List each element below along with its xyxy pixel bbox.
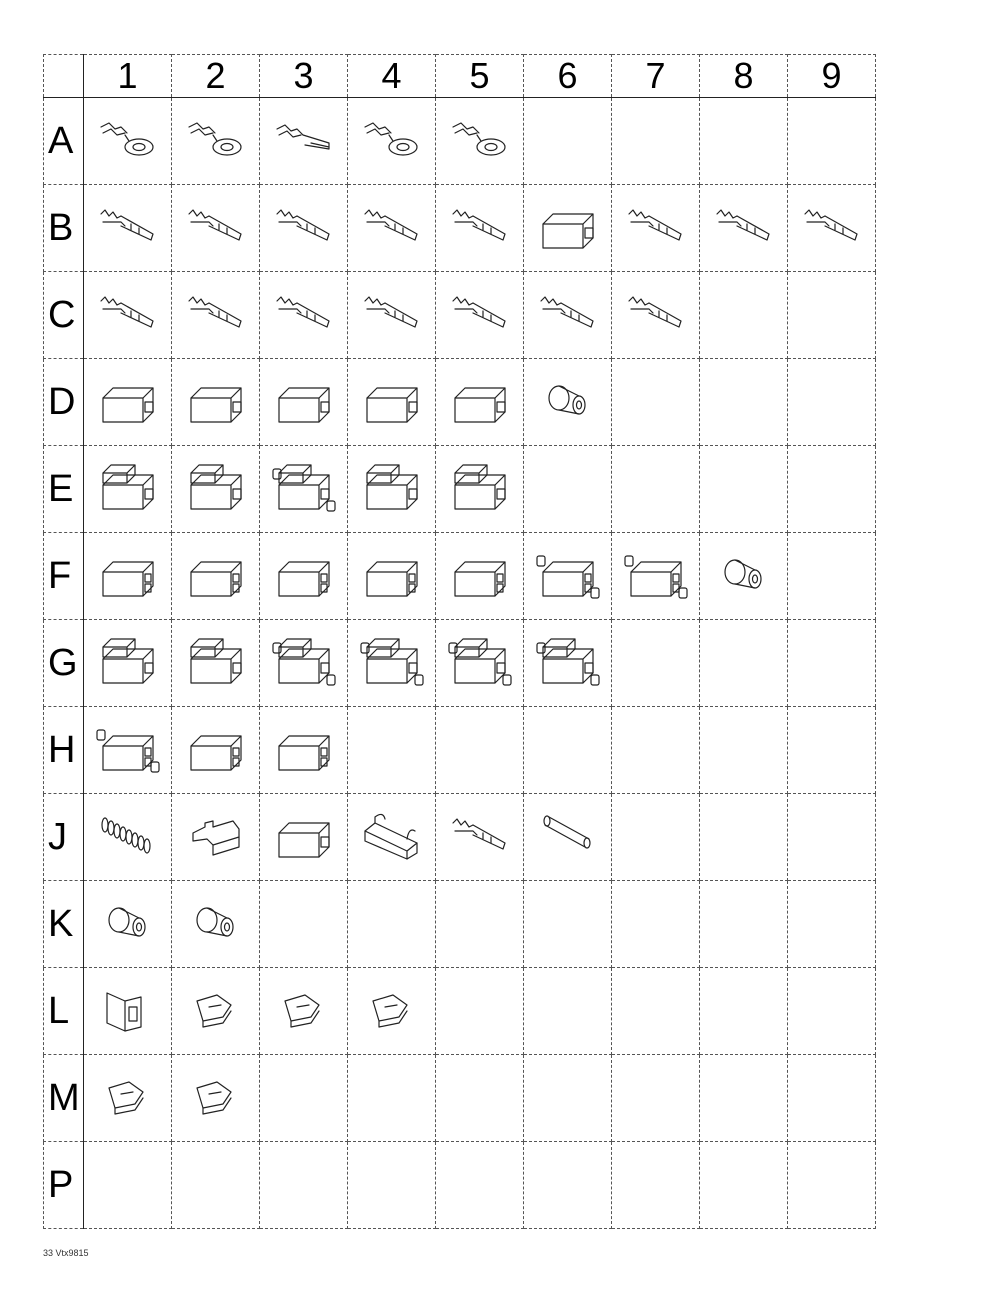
grid-cell-f1 [84,533,172,620]
connector-2pin-stacked-icon [183,461,249,517]
column-header-1: 1 [84,55,172,98]
fuse-holder-icon [183,809,249,865]
row-header-e: E [44,446,84,533]
column-header-7: 7 [612,55,700,98]
grid-cell-j5 [436,794,524,881]
grid-cell-h6 [524,707,612,794]
grid-cell-j8 [700,794,788,881]
connector-4pin-weatherpack-icon [535,635,601,691]
connector-1pin-housing-icon [359,374,425,430]
row-header-j: J [44,794,84,881]
grid-cell-c2 [172,272,260,359]
connector-1pin-housing-icon [95,374,161,430]
grid-cell-p6 [524,1142,612,1229]
grid-cell-f9 [788,533,876,620]
grid-row-k [44,881,876,968]
fork-terminal-icon [271,113,337,169]
grid-cell-c8 [700,272,788,359]
grid-cell-e2 [172,446,260,533]
connector-3pin-sealed-icon [535,548,601,604]
grid-cell-h9 [788,707,876,794]
grid-cell-h7 [612,707,700,794]
row-header-b: B [44,185,84,272]
bullet-female-terminal-icon [447,200,513,256]
grid-cell-f8 [700,533,788,620]
grid-cell-h8 [700,707,788,794]
grid-cell-k4 [348,881,436,968]
grid-cell-b8 [700,185,788,272]
grid-cell-p9 [788,1142,876,1229]
male-spade-terminal-icon [95,287,161,343]
connector-2pin-stacked-icon [95,461,161,517]
grid-cell-d6 [524,359,612,446]
grid-cell-c6 [524,272,612,359]
connector-1pin-housing-icon [447,374,513,430]
grid-cell-p3 [260,1142,348,1229]
female-spade-terminal-icon [95,200,161,256]
grid-cell-c5 [436,272,524,359]
grid-cell-m1 [84,1055,172,1142]
male-spade-terminal-icon [183,287,249,343]
grid-row-p [44,1142,876,1229]
grid-cell-d2 [172,359,260,446]
grid-cell-f5 [436,533,524,620]
grid-cell-d7 [612,359,700,446]
grid-cell-b4 [348,185,436,272]
grid-row-l [44,968,876,1055]
grid-cell-l4 [348,968,436,1055]
grid-cell-a3 [260,98,348,185]
male-spade-terminal-icon [271,287,337,343]
grid-row-a [44,98,876,185]
grid-cell-p5 [436,1142,524,1229]
ring-terminal-icon [359,113,425,169]
grid-cell-p8 [700,1142,788,1229]
reference-code: 33 Vtx9815 [43,1248,89,1258]
grid-cell-h1 [84,707,172,794]
grid-cell-m4 [348,1055,436,1142]
row-header-k: K [44,881,84,968]
grid-cell-e5 [436,446,524,533]
female-spade-terminal-icon [183,200,249,256]
grid-cell-j3 [260,794,348,881]
grid-cell-g4 [348,620,436,707]
grid-cell-b3 [260,185,348,272]
grid-cell-k9 [788,881,876,968]
grid-row-j [44,794,876,881]
connector-2pin-sealed-icon [271,461,337,517]
grid-cell-e7 [612,446,700,533]
grid-cell-g6 [524,620,612,707]
grid-cell-j6 [524,794,612,881]
column-header-6: 6 [524,55,612,98]
parts-grid [43,54,876,1229]
female-box-terminal-icon [711,200,777,256]
connector-2pin-small-icon [447,461,513,517]
grid-cell-a7 [612,98,700,185]
grid-cell-f2 [172,533,260,620]
connector-6pin-housing-icon [271,722,337,778]
wire-clip-icon [183,1070,249,1126]
grid-cell-b7 [612,185,700,272]
grid-cell-f6 [524,533,612,620]
pin-terminal-icon [623,200,689,256]
grid-cell-f3 [260,533,348,620]
grid-cell-e6 [524,446,612,533]
connector-1pin-housing-icon [183,374,249,430]
connector-3pin-housing-icon [95,548,161,604]
grid-cell-b9 [788,185,876,272]
grid-cell-h4 [348,707,436,794]
connector-3pin-housing-icon [183,548,249,604]
bullet-male-terminal-icon [447,287,513,343]
row-header-d: D [44,359,84,446]
grid-cell-f7 [612,533,700,620]
grid-cell-m2 [172,1055,260,1142]
grid-row-h [44,707,876,794]
grid-cell-a6 [524,98,612,185]
connector-wired-housing-icon [359,809,425,865]
grid-cell-g9 [788,620,876,707]
grid-cell-d8 [700,359,788,446]
bullet-connector-icon [447,809,513,865]
male-pin-terminal-icon [359,287,425,343]
grid-cell-j7 [612,794,700,881]
row-header-p: P [44,1142,84,1229]
grid-row-g [44,620,876,707]
wedge-lock-icon [271,983,337,1039]
grid-cell-a8 [700,98,788,185]
grid-cell-g8 [700,620,788,707]
grid-cell-b2 [172,185,260,272]
corrugated-sleeve-icon [95,809,161,865]
grid-cell-b6 [524,185,612,272]
grid-cell-c3 [260,272,348,359]
grid-cell-a4 [348,98,436,185]
connector-3pin-weatherpack-icon [623,548,689,604]
grid-cell-b1 [84,185,172,272]
grid-cell-d4 [348,359,436,446]
grid-cell-l7 [612,968,700,1055]
grid-row-e [44,446,876,533]
round-terminal-plug-icon [183,896,249,952]
grid-cell-j2 [172,794,260,881]
grid-cell-c4 [348,272,436,359]
column-header-8: 8 [700,55,788,98]
grid-cell-g1 [84,620,172,707]
grid-cell-e9 [788,446,876,533]
insulated-right-angle-terminal-icon [535,200,601,256]
grid-row-f [44,533,876,620]
grid-cell-d3 [260,359,348,446]
corner-cell [44,55,84,98]
grid-cell-g5 [436,620,524,707]
grid-cell-p2 [172,1142,260,1229]
grid-row-c [44,272,876,359]
grid-cell-h3 [260,707,348,794]
male-pin-terminal-icon [535,287,601,343]
connector-multi-housing-icon [183,722,249,778]
grid-cell-j9 [788,794,876,881]
grid-row-b [44,185,876,272]
grid-cell-h5 [436,707,524,794]
grid-cell-m9 [788,1055,876,1142]
column-header-4: 4 [348,55,436,98]
grid-cell-g2 [172,620,260,707]
grid-cell-m5 [436,1055,524,1142]
pin-terminal-icon [799,200,865,256]
grid-cell-k3 [260,881,348,968]
grid-cell-m3 [260,1055,348,1142]
grid-cell-a9 [788,98,876,185]
grid-cell-b5 [436,185,524,272]
male-pin-terminal-icon [623,287,689,343]
ring-terminal-small-icon [183,113,249,169]
connector-3pin-housing-icon [271,548,337,604]
grid-cell-l1 [84,968,172,1055]
row-header-l: L [44,968,84,1055]
connector-3pin-housing-icon [447,548,513,604]
connector-multi-seal-icon [95,722,161,778]
column-header-5: 5 [436,55,524,98]
grid-cell-k8 [700,881,788,968]
connector-round-sealed-icon [535,374,601,430]
grid-cell-d1 [84,359,172,446]
grid-cell-l8 [700,968,788,1055]
grid-cell-p1 [84,1142,172,1229]
grid-cell-m6 [524,1055,612,1142]
grid-row-m [44,1055,876,1142]
connector-4pin-sealed-icon [447,635,513,691]
grid-cell-l9 [788,968,876,1055]
grid-cell-p4 [348,1142,436,1229]
connector-flat-housing-icon [271,809,337,865]
connector-4pin-housing-icon [95,635,161,691]
female-box-terminal-icon [271,200,337,256]
wedge-lock-icon [359,983,425,1039]
row-header-a: A [44,98,84,185]
grid-cell-j4 [348,794,436,881]
row-header-m: M [44,1055,84,1142]
grid-cell-l3 [260,968,348,1055]
lock-clip-icon [183,983,249,1039]
grid-cell-e1 [84,446,172,533]
rubber-grommet-icon [95,896,161,952]
grid-cell-l5 [436,968,524,1055]
row-header-f: F [44,533,84,620]
grid-cell-j1 [84,794,172,881]
grid-cell-m7 [612,1055,700,1142]
grid-cell-d9 [788,359,876,446]
female-box-terminal-icon [359,200,425,256]
tube-sleeve-icon [535,809,601,865]
row-header-c: C [44,272,84,359]
grid-cell-a2 [172,98,260,185]
grid-cell-k5 [436,881,524,968]
grid-cell-k2 [172,881,260,968]
grid-cell-a5 [436,98,524,185]
grid-cell-g7 [612,620,700,707]
grid-cell-l2 [172,968,260,1055]
connector-4pin-seal-icon [359,635,425,691]
grid-cell-p7 [612,1142,700,1229]
grid-cell-k1 [84,881,172,968]
grid-cell-d5 [436,359,524,446]
column-header-9: 9 [788,55,876,98]
grid-cell-c1 [84,272,172,359]
column-header-3: 3 [260,55,348,98]
ring-terminal-insulated-icon [447,113,513,169]
connector-3pin-housing-icon [359,548,425,604]
connector-4pin-housing-icon [183,635,249,691]
connector-1pin-housing-icon [271,374,337,430]
grid-cell-g3 [260,620,348,707]
grid-cell-k7 [612,881,700,968]
wire-clip-icon [95,1070,161,1126]
grid-cell-h2 [172,707,260,794]
row-header-g: G [44,620,84,707]
connector-2pin-small-icon [359,461,425,517]
row-header-h: H [44,707,84,794]
grid-cell-f4 [348,533,436,620]
ring-terminal-small-icon [95,113,161,169]
terminal-block-icon [95,983,161,1039]
grid-cell-l6 [524,968,612,1055]
grid-cell-c7 [612,272,700,359]
grid-cell-a1 [84,98,172,185]
grid-cell-e8 [700,446,788,533]
grid-row-d [44,359,876,446]
connector-4pin-seal-icon [271,635,337,691]
grid-cell-c9 [788,272,876,359]
grid-cell-m8 [700,1055,788,1142]
column-header-row [44,55,876,98]
grid-cell-e3 [260,446,348,533]
connector-round-cap-icon [711,548,777,604]
grid-cell-k6 [524,881,612,968]
column-header-2: 2 [172,55,260,98]
grid-cell-e4 [348,446,436,533]
